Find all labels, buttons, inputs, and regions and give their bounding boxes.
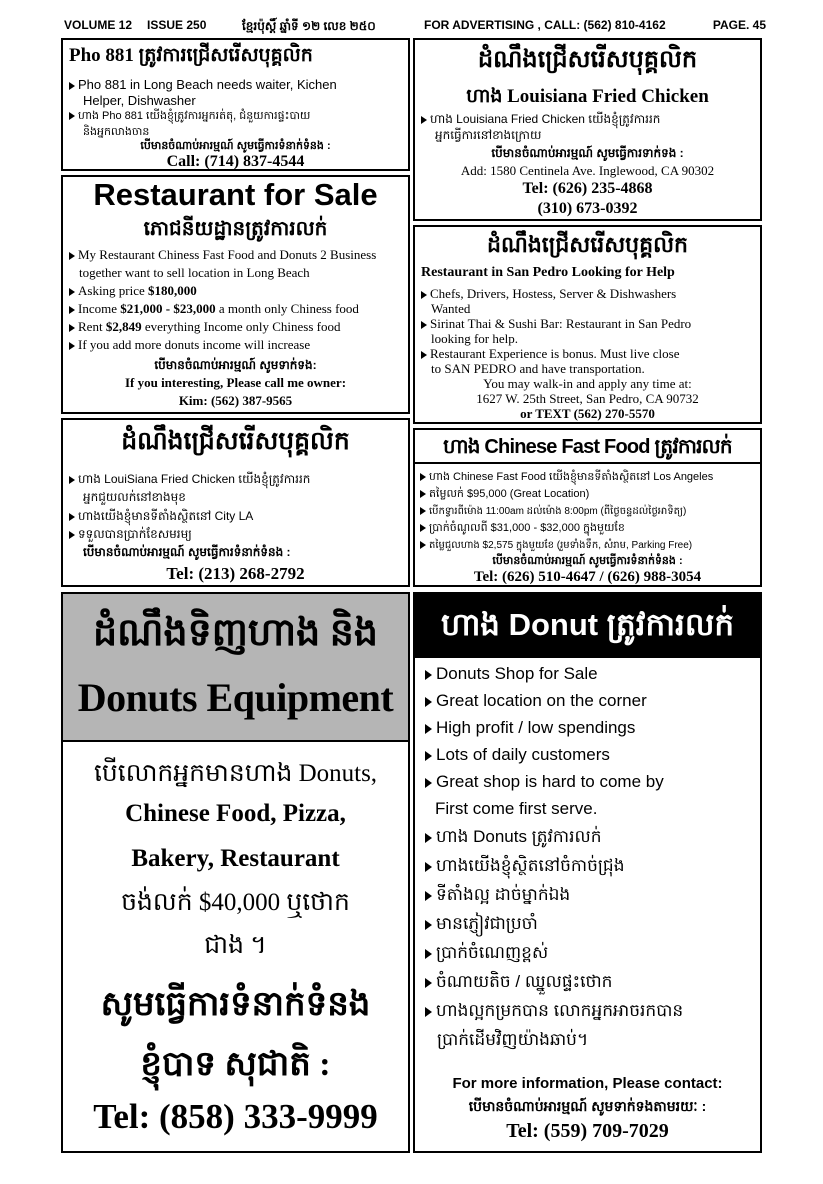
ad-title: Donuts Equipment bbox=[77, 675, 394, 720]
ad-line bbox=[421, 346, 760, 362]
list-item bbox=[425, 826, 602, 851]
bullet-icon bbox=[420, 490, 426, 498]
ad-line-text: ហាងយើងខ្ញុំមានទីតាំងស្ថិតនៅ City LA bbox=[78, 509, 254, 523]
ad-line: Chinese Food, Pizza, bbox=[125, 800, 346, 827]
list-item bbox=[425, 884, 570, 909]
bullet-icon bbox=[69, 476, 75, 484]
bullet-icon bbox=[421, 351, 427, 359]
list-item-text: Great location on the corner bbox=[436, 691, 647, 710]
ad-line bbox=[420, 521, 760, 537]
ad-line-text: If you add more donuts income will increase bbox=[78, 337, 311, 352]
ad-pho-881 bbox=[61, 38, 410, 171]
ad-line: looking for help. bbox=[431, 331, 519, 346]
ad-contact: បើមានចំណាប់អារម្មណ៍ សូមធ្វើការទំនាក់ទំនង : bbox=[492, 555, 683, 567]
khmer-issue-label: ខ្មែរប៉ុស្ដិ៍ ឆ្នាំទី ១២ លេខ ២៥០ bbox=[242, 19, 376, 33]
ad-phone: Call: (714) 837-4544 bbox=[166, 153, 305, 170]
bullet-icon bbox=[425, 670, 432, 680]
ad-address: Add: 1580 Centinela Ave. Inglewood, CA 90302 bbox=[460, 163, 715, 178]
ad-title: ហាង Donut ត្រូវការលក់ bbox=[440, 607, 735, 642]
ad-line bbox=[421, 316, 760, 332]
ad-line: អ្នកជួយលក់នៅខាងមុខ bbox=[83, 490, 186, 504]
advertising-contact: FOR ADVERTISING , CALL: (562) 810-4162 bbox=[424, 18, 666, 32]
ad-louisiana-front-help bbox=[61, 418, 410, 587]
ad-title: Restaurant for Sale bbox=[93, 177, 378, 212]
ad-subtitle: ហាង Louisiana Fried Chicken bbox=[466, 86, 709, 107]
bullet-icon bbox=[69, 112, 75, 120]
ad-phone: Kim: (562) 387-9565 bbox=[178, 393, 293, 408]
ad-line: together want to sell location in Long Beach bbox=[79, 265, 310, 280]
page-header bbox=[64, 18, 766, 34]
bullet-icon bbox=[420, 541, 426, 549]
bullet-icon bbox=[425, 862, 432, 872]
ad-phone: or TEXT (562) 270-5570 bbox=[520, 406, 655, 421]
bullet-icon bbox=[69, 306, 75, 314]
bullet-icon bbox=[425, 920, 432, 930]
ad-line: ជាង ។ bbox=[204, 932, 267, 959]
bullet-icon bbox=[421, 321, 427, 329]
ad-line-text: a month only Chiness food bbox=[215, 301, 359, 316]
bullet-icon bbox=[420, 507, 426, 515]
ad-line: to SAN PEDRO and have transportation. bbox=[431, 361, 645, 376]
ad-phone: Tel: (213) 268-2792 bbox=[166, 564, 305, 583]
ad-donut-shop bbox=[413, 592, 762, 1153]
ad-line-text: ហាង LouiSiana Fried Chicken យើងខ្ញុំត្រូវការរក bbox=[78, 472, 311, 486]
ad-title: ដំណឹងជ្រើសរើសបុគ្គលិក bbox=[477, 47, 698, 73]
ad-line-text: តម្លៃលក់ $95,000 (Great Location) bbox=[429, 488, 590, 500]
ad-line-text: ហាង Louisiana Fried Chicken យើងខ្ញុំត្រូវការរក bbox=[430, 112, 661, 126]
ad-line bbox=[420, 470, 760, 486]
list-item-text: ប្រាក់ចំណេញខ្ពស់ bbox=[436, 943, 549, 962]
bullet-icon bbox=[425, 891, 432, 901]
volume-label: VOLUME 12 bbox=[64, 18, 133, 32]
divider bbox=[63, 740, 408, 742]
ad-line bbox=[420, 504, 760, 519]
list-item-text: Donuts Shop for Sale bbox=[436, 664, 598, 683]
income-range: $21,000 - $23,000 bbox=[120, 301, 216, 316]
ad-title: ដំណឹងជ្រើសរើសបុគ្គលិក bbox=[121, 428, 350, 455]
list-item-text: ហាង Donuts ត្រូវការលក់ bbox=[436, 827, 602, 846]
ad-more-info: For more information, Please contact: bbox=[452, 1075, 723, 1092]
ad-restaurant-for-sale bbox=[61, 175, 410, 414]
ad-line bbox=[69, 247, 408, 263]
list-item-text: ហាងល្អកម្រកបាន លោកអ្នកអាចរកបាន bbox=[436, 1001, 684, 1020]
ad-contact: បើមានចំណាប់អារម្មណ៍ សូមទាក់ទង: bbox=[154, 358, 317, 372]
ad-louisiana-chicken bbox=[413, 38, 762, 221]
ad-line-text: Pho 881 in Long Beach needs waiter, Kichen bbox=[78, 77, 337, 92]
ad-contact: បើមានចំណាប់អារម្មណ៍ សូមទាក់ទងតាមរយៈ : bbox=[468, 1098, 707, 1114]
ad-san-pedro bbox=[413, 225, 762, 424]
ad-line: និងអ្នកលាងចាន bbox=[83, 126, 150, 138]
bullet-icon bbox=[425, 724, 432, 734]
bullet-icon bbox=[425, 778, 432, 788]
ad-line bbox=[420, 487, 760, 503]
list-item-text: Great shop is hard to come by bbox=[436, 772, 664, 791]
divider bbox=[415, 462, 760, 464]
list-item bbox=[425, 855, 625, 880]
ad-line: ចង់លក់ $40,000 ឬថោក bbox=[121, 889, 350, 916]
ad-title: ហាង Chinese Fast Food ត្រូវការលក់ bbox=[443, 436, 732, 458]
ad-contact: សូមធ្វើការទំនាក់ទំនង bbox=[100, 986, 371, 1023]
ad-donuts-equipment bbox=[61, 592, 410, 1153]
bullet-icon bbox=[69, 288, 75, 296]
ad-line bbox=[69, 337, 408, 353]
ad-line bbox=[69, 471, 408, 489]
bullet-icon bbox=[425, 833, 432, 843]
ad-contact: បើមានចំណាប់អារម្មណ៍ សូមធ្វើការទាក់ទង : bbox=[491, 146, 684, 160]
bullet-icon bbox=[69, 324, 75, 332]
ad-line-text: ហាង Pho 881 យើងខ្ញុំត្រូវការអ្នករត់តុ, ជំនួយការផ្ទះបាយ bbox=[78, 110, 311, 122]
ad-contact: បើមានចំណាប់អារម្មណ៍ សូមធ្វើការទំនាក់ទំនង : bbox=[83, 545, 291, 559]
ad-line: Wanted bbox=[431, 301, 471, 316]
bullet-icon bbox=[69, 531, 75, 539]
ad-phone-alt: (310) 673-0392 bbox=[537, 200, 638, 217]
ad-line-text: Chefs, Drivers, Hostess, Server & Dishwashers bbox=[430, 286, 677, 301]
list-item-text: ទីតាំងល្អ ដាច់ម្នាក់ឯង bbox=[436, 885, 571, 904]
ad-line bbox=[69, 319, 408, 335]
bullet-icon bbox=[425, 697, 432, 707]
ad-line: Helper, Dishwasher bbox=[83, 93, 196, 108]
list-item bbox=[425, 691, 647, 711]
bullet-icon bbox=[69, 82, 75, 90]
ad-line-text: My Restaurant Chiness Fast Food and Donuts 2 Business bbox=[78, 247, 377, 262]
bullet-icon bbox=[69, 513, 75, 521]
list-item bbox=[425, 772, 664, 792]
bullet-icon bbox=[421, 116, 427, 124]
ad-line-text: ទទួលបានប្រាក់ខែសមរម្យ bbox=[78, 527, 192, 541]
ad-chinese-fast-food bbox=[413, 428, 762, 587]
list-item-text: ចំណាយតិច / ឈ្នួលផ្ទះថោក bbox=[436, 972, 613, 991]
ad-line bbox=[69, 109, 408, 125]
ad-phone: Tel: (626) 235-4868 bbox=[522, 180, 653, 197]
list-item bbox=[425, 1000, 683, 1025]
ad-subtitle: Restaurant in San Pedro Looking for Help bbox=[421, 265, 675, 280]
list-item bbox=[425, 745, 610, 765]
list-item-continuation: First come first serve. bbox=[435, 799, 598, 818]
ad-line-text: everything Income only Chiness food bbox=[141, 319, 341, 334]
ad-call: If you interesting, Please call me owner: bbox=[124, 375, 347, 390]
bullet-icon bbox=[425, 978, 432, 988]
list-item bbox=[425, 971, 612, 996]
ad-line bbox=[69, 526, 408, 544]
ad-line-text: បើកទ្វារពីម៉ោង 11:00am ដល់ម៉ោង 8:00pm (ពីថ្ងៃចន្ទដល់ថ្ងៃអាទិត្យ) bbox=[429, 506, 687, 517]
list-item-text: Lots of daily customers bbox=[436, 745, 610, 764]
ad-line-text: Income bbox=[78, 301, 121, 316]
ad-line: អ្នកធ្វើការនៅខាងក្រោយ bbox=[435, 128, 542, 142]
list-item bbox=[425, 664, 598, 684]
list-item-continuation: ប្រាក់ដើមវិញយ៉ាងឆាប់។ bbox=[437, 1030, 589, 1049]
ad-line-text: Sirinat Thai & Sushi Bar: Restaurant in San Pedro bbox=[430, 316, 692, 331]
bullet-icon bbox=[420, 524, 426, 532]
ad-line-text: Restaurant Experience is bonus. Must live close bbox=[430, 346, 680, 361]
bullet-icon bbox=[69, 252, 75, 260]
ad-line-text: Rent bbox=[78, 319, 106, 334]
ad-line bbox=[69, 301, 408, 317]
ad-line bbox=[69, 508, 408, 526]
bullet-icon bbox=[425, 751, 432, 761]
ad-line: You may walk-in and apply any time at: bbox=[483, 376, 692, 391]
ad-title-khmer: ដំណឹងទិញហាង និង bbox=[92, 612, 379, 654]
ad-phone: Tel: (626) 510-4647 / (626) 988-3054 bbox=[473, 569, 702, 585]
list-item-text: High profit / low spendings bbox=[436, 718, 636, 737]
bullet-icon bbox=[425, 1007, 432, 1017]
ad-contact-name: ខ្ញុំបាទ សុជាតិ : bbox=[140, 1046, 331, 1083]
list-item bbox=[425, 913, 538, 938]
list-item-text: មានភ្ញៀវជាប្រចាំ bbox=[436, 914, 538, 933]
ad-line bbox=[69, 77, 408, 92]
ad-title-khmer: ភោជនីយដ្ឋានត្រូវការលក់ bbox=[143, 218, 328, 240]
ad-line-text: Asking price bbox=[78, 283, 149, 298]
bullet-icon bbox=[425, 949, 432, 959]
bullet-icon bbox=[69, 342, 75, 350]
page-number: PAGE. 45 bbox=[712, 18, 766, 32]
ad-address: 1627 W. 25th Street, San Pedro, CA 90732 bbox=[476, 391, 699, 406]
ad-title: Pho 881 ត្រូវការជ្រើសរើសបុគ្គលិក bbox=[69, 45, 313, 66]
ad-line bbox=[420, 538, 760, 553]
ad-line bbox=[421, 286, 760, 302]
ad-title: ដំណឹងជ្រើសរើសបុគ្គលិក bbox=[487, 232, 688, 257]
ad-line-text: ប្រាក់ចំណូលពី $31,000 - $32,000 ក្នុងមួយខែ bbox=[429, 522, 625, 534]
ad-line bbox=[69, 283, 408, 299]
ad-line-text: ហាង Chinese Fast Food យើងខ្ញុំមានទីតាំងស្ថិតនៅ Los Angeles bbox=[429, 471, 714, 483]
list-item bbox=[425, 942, 548, 967]
bullet-icon bbox=[420, 473, 426, 481]
list-item bbox=[425, 718, 635, 738]
ad-line-text: បើលោកអ្នកមានហាង Donuts, bbox=[93, 760, 378, 787]
ad-phone: Tel: (559) 709-7029 bbox=[506, 1120, 669, 1142]
ad-line-text: តម្លៃជួលហាង $2,575 ក្នុងមួយខែ (រួមទាំងទឹក, សំរាម, Parking Free) bbox=[429, 540, 693, 551]
rent-amount: $2,849 bbox=[105, 319, 142, 334]
ad-contact: បើមានចំណាប់អារម្មណ៍ សូមធ្វើការទំនាក់ទំនង : bbox=[140, 140, 331, 152]
list-item-text: ហាងយើងខ្ញុំស្ថិតនៅចំកាច់ជ្រុង bbox=[436, 856, 625, 875]
ad-line: Bakery, Restaurant bbox=[131, 845, 340, 872]
bullet-icon bbox=[421, 291, 427, 299]
asking-price: $180,000 bbox=[148, 283, 197, 298]
ad-line bbox=[63, 758, 408, 794]
issue-label: ISSUE 250 bbox=[147, 18, 207, 32]
ad-phone: Tel: (858) 333-9999 bbox=[93, 1097, 378, 1136]
